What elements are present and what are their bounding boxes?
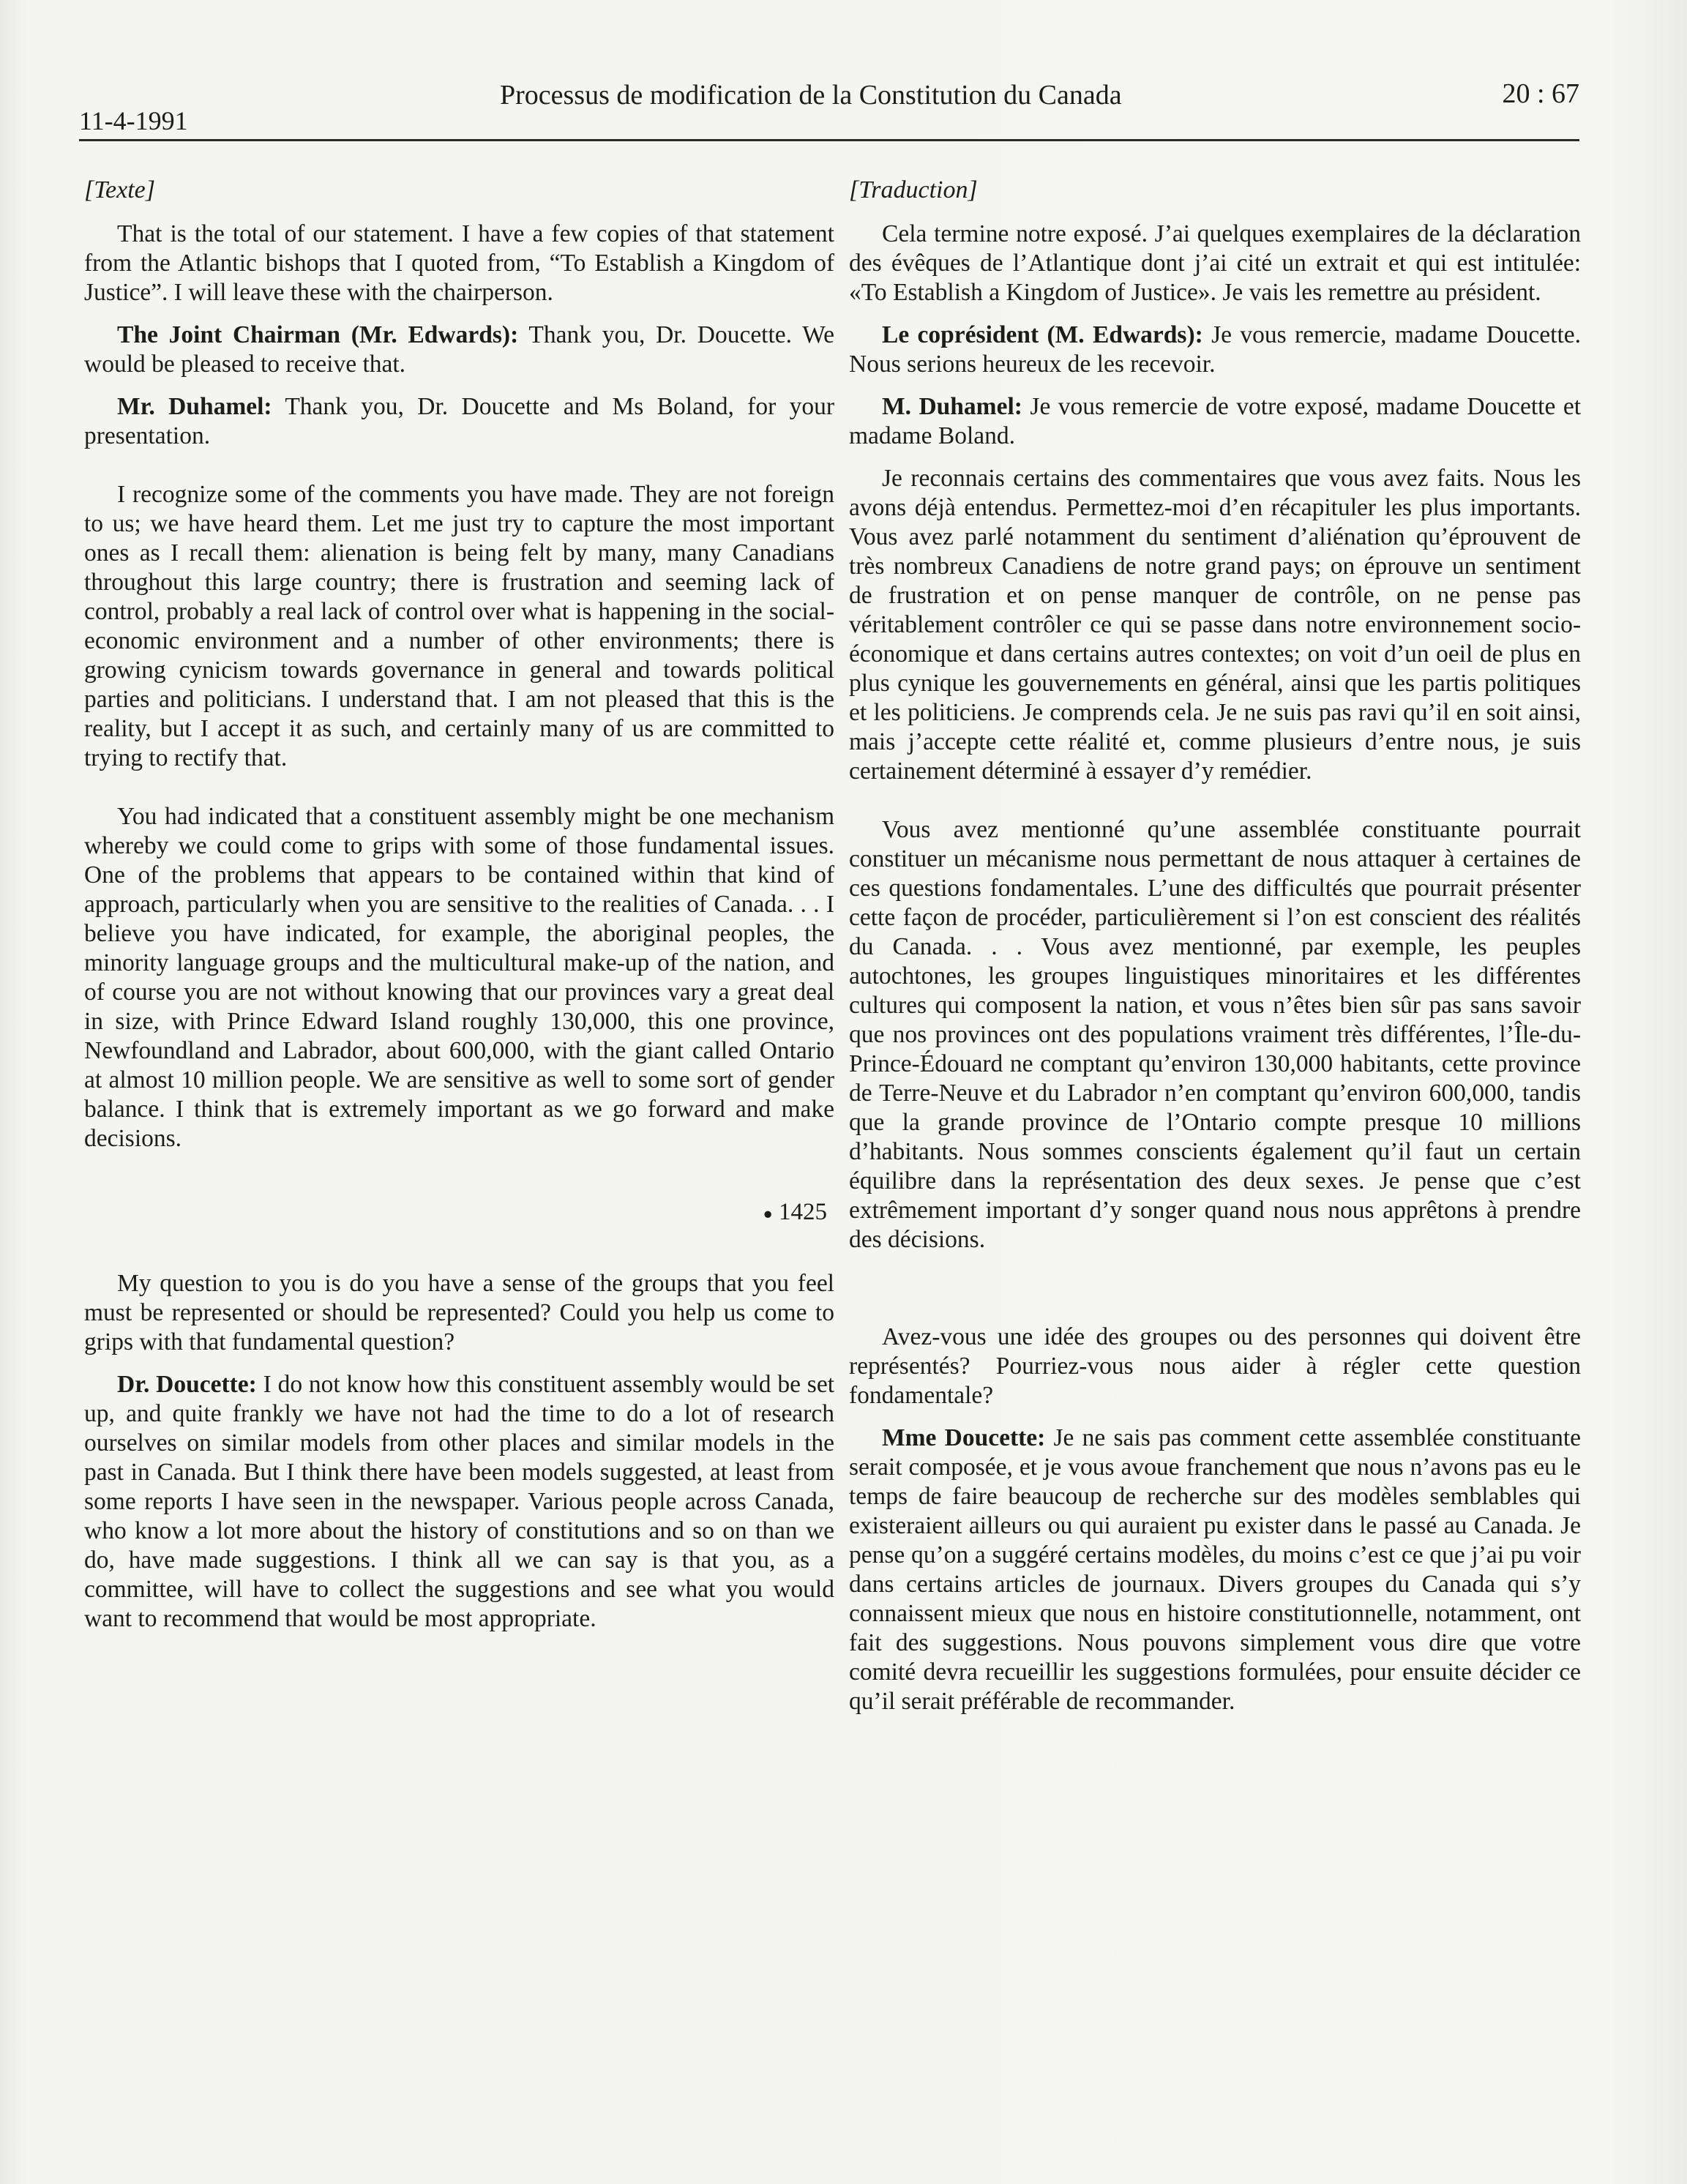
speech-text: Thank you, Dr. Doucette and Ms Boland, for your presentation. (84, 393, 834, 449)
speaker-name: Mme Doucette: (882, 1424, 1046, 1451)
fr-paragraph-constituent-assembly: Vous avez mentionné qu’une assemblée constituante pourrait constituer un mécanisme nous permettant de nous attaquer à certaines de ces questions fondamentales. L’une des difficultés que pourrait présenter cette façon de procéder, particulièrement si l’on est conscient des réalités du Canada. . . Vous avez mentionné, par exemple, les peuples autochtones, les groupes linguistiques minoritaires et les différentes cultures qui composent la nation, et vous n’êtes bien sûr pas sans savoir que nos provinces ont des populations vraiment très différentes, l’Île-du-Prince-Édouard ne comptant qu’environ 130,000 habitants, cette province de Terre-Neuve et du Labrador n’en comptant qu’environ 600,000, tandis que la grande province de l’Ontario compte presque 10 millions d’habitants. Nous sommes conscients également qu’il faut un certain équilibre dans la représentation des deux sexes. Je pense que c’est extrêmement important d’y songer quand nous nous apprêtons à prendre des décisions. (849, 816, 1581, 1253)
speech-text: Je vous remercie de votre exposé, madame Doucette et madame Boland. (849, 393, 1581, 449)
header-date: 11-4-1991 (79, 106, 188, 135)
running-header (79, 73, 1579, 141)
english-column-label: [Texte] (84, 176, 155, 203)
en-paragraph-doucette-answer (84, 1370, 834, 1634)
speaker-name: Dr. Doucette: (117, 1371, 257, 1399)
en-paragraph-question: My question to you is do you have a sense of the groups that you feel must be represented or should be represented? Could you help us come to grips with that fundamental question? (84, 1270, 834, 1356)
speaker-name: Le coprésident (M. Edwards): (882, 321, 1203, 348)
bullet-icon: ● (763, 1204, 773, 1223)
fr-paragraph-chairman (849, 321, 1581, 379)
speech-text: I do not know how this constituent assembly would be set up, and quite frankly we have not had the time to do a lot of research ourselves on similar models from other places and similar models in the past in Canada. But I think there have been models suggested, at least from some reports I have seen in the newspaper. Various people across Canada, who know a lot more about the history of constitutions and so on than we do, have made suggestions. I think all we can say is that you, as a committee, will have to collect the suggestions and see what you would want to recommend that would be most appropriate. (84, 1371, 834, 1633)
speech-text: Je vous remercie, madame Doucette. Nous serions heureux de les recevoir. (849, 321, 1582, 378)
french-column-label: [Traduction] (849, 176, 978, 203)
english-column (84, 176, 834, 1647)
column-spacer (849, 1268, 1581, 1323)
speech-text: Je ne sais pas comment cette assemblée constituante serait composée, et je vous avoue franchement que nous n’avons pas eu le temps de faire beaucoup de recherche sur des modèles semblables qui existeraient ailleurs ou qui auraient pu exister dans le passé au Canada. Je pense qu’on a suggéré certains modèles, du moins c’est ce que j’ai pu voir dans certains articles de journaux. Divers groupes du Canada qui s’y connaissent mieux que nous en histoire constitutionnelle, notamment, ont fait des suggestions. Nous pouvons simplement vous dire que votre comité devra recueillir les suggestions formulées, pour ensuite décider ce qu’il serait préférable de recommander. (849, 1424, 1581, 1715)
french-column (849, 176, 1581, 1729)
header-page-number: 20 : 67 (1502, 78, 1579, 109)
en-paragraph-chairman (84, 321, 834, 379)
fr-paragraph-doucette-answer (849, 1424, 1581, 1716)
header-title: Processus de modification de la Constitution du Canada (500, 80, 1122, 111)
fr-paragraph-question: Avez-vous une idée des groupes ou des personnes qui doivent être représentés? Pourriez-vous nous aider à régler cette question fondamentale? (849, 1323, 1581, 1409)
time-marker-value: 1425 (779, 1199, 827, 1225)
speech-text: Thank you, Dr. Doucette. We would be pleased to receive that. (84, 321, 835, 378)
en-paragraph-duhamel-thanks (84, 392, 834, 451)
time-marker (84, 1197, 834, 1228)
en-paragraph-recognize: I recognize some of the comments you have made. They are not foreign to us; we have heard them. Let me just try to capture the most important ones as I recall them: alienation is being felt by many, many Canadians throughout this large country; there is frustration and seeming lack of control, probably a real lack of control over what is happening in the social-economic environment and a number of other environments; there is growing cynicism towards governance in general and towards political parties and politicians. I understand that. I am not pleased that this is the reality, but I accept it as such, and certainly many of us are committed to trying to rectify that. (84, 481, 834, 771)
speaker-name: M. Duhamel: (882, 393, 1022, 420)
fr-paragraph-duhamel-thanks (849, 392, 1581, 451)
speaker-name: The Joint Chairman (Mr. Edwards): (117, 321, 519, 348)
fr-paragraph-recognize: Je reconnais certains des commentaires que vous avez faits. Nous les avons déjà entendus. Permettez-moi d’en récapituler les plus importants. Vous avez parlé notamment du sentiment d’aliénation qu’éprouvent de très nombreux Canadiens de notre grand pays; on éprouve un sentiment de frustration et on pense manquer de contrôle, on ne pense pas véritablement contrôler ce qui se passe dans notre environnement socio-économique et dans certains autres contextes; on voit d’un oeil de plus en plus cynique les gouvernements en général, ainsi que les partis politiques et les politiciens. Je comprends cela. Je ne suis pas ravi qu’il en soit ainsi, mais j’accepte cette réalité et, comme plusieurs d’entre nous, je suis certainement déterminé à essayer d’y remédier. (849, 465, 1581, 785)
en-paragraph-statement-end: That is the total of our statement. I have a few copies of that statement from the Atlantic bishops that I quoted from, “To Establish a Kingdom of Justice”. I will leave these with the chairperson. (84, 220, 834, 306)
speaker-name: Mr. Duhamel: (117, 393, 272, 420)
en-paragraph-constituent-assembly: You had indicated that a constituent assembly might be one mechanism whereby we could come to grips with some of those fundamental issues. One of the problems that appears to be contained within that kind of approach, particularly when you are sensitive to the realities of Canada. . . I believe you have indicated, for example, the aboriginal peoples, the minority language groups and the multicultural make-up of the nation, and of course you are not without knowing that our provinces vary a great deal in size, with Prince Edward Island roughly 130,000, this one province, Newfoundland and Labrador, about 600,000, with the giant called Ontario at almost 10 million people. We are sensitive as well to some sort of gender balance. I think that is extremely important as we go forward and make decisions. (84, 803, 834, 1152)
fr-paragraph-statement-end: Cela termine notre exposé. J’ai quelques exemplaires de la déclaration des évêques de l’Atlantique dont j’ai cité un extrait et qui est intitulée: «To Establish a Kingdom of Justice». Je vais les remettre au président. (849, 220, 1581, 306)
